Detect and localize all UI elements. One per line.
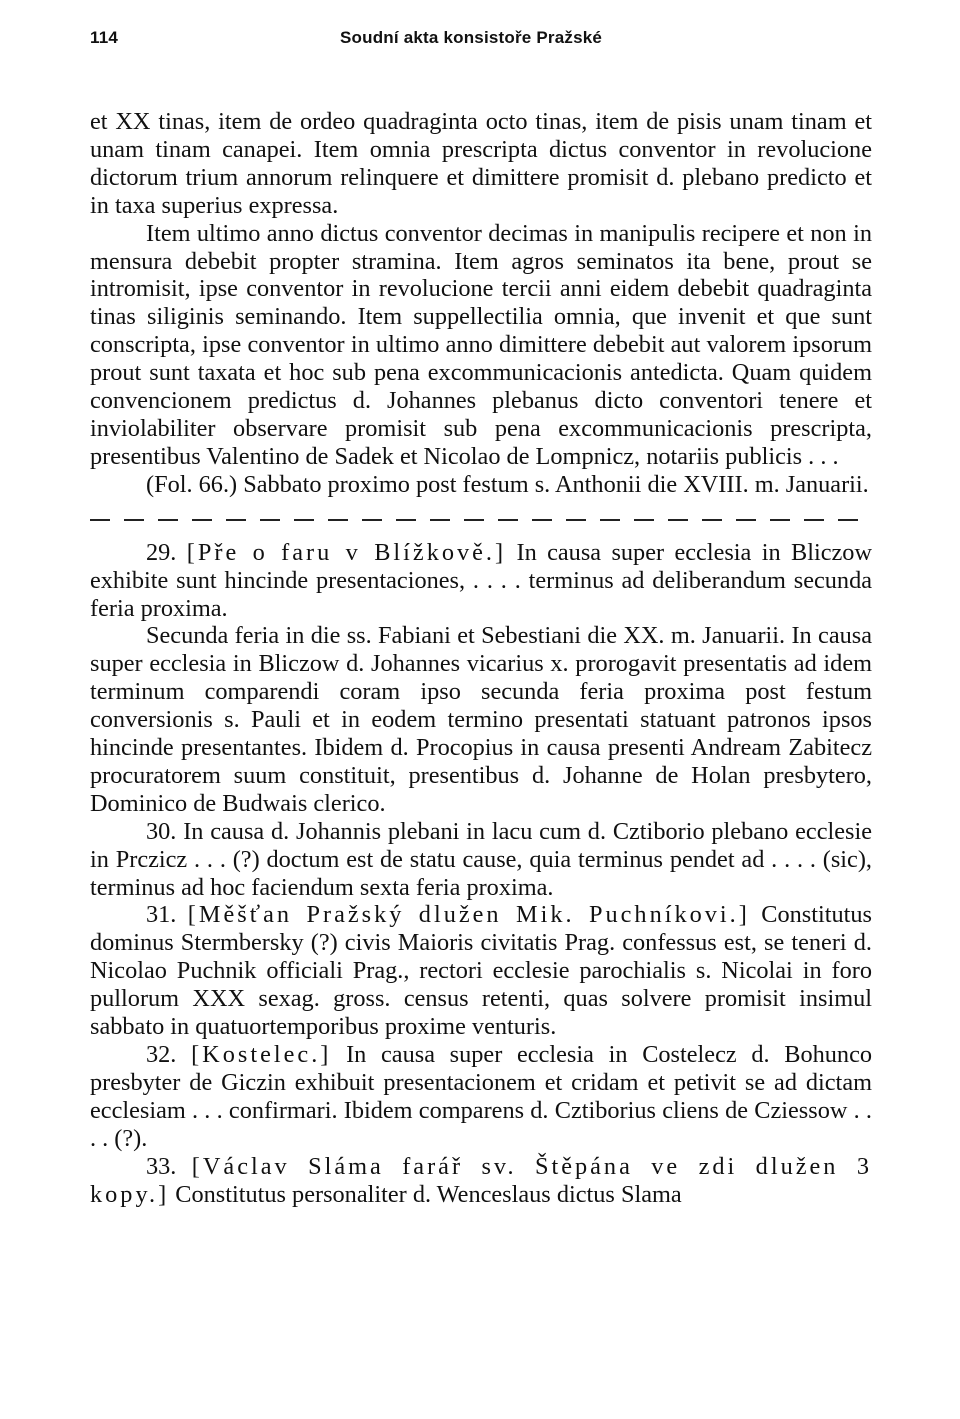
entry-32 xyxy=(90,1041,872,1153)
entry-30 xyxy=(90,818,872,902)
entry-heading: [Měšťan Pražský dlužen Mik. Puchníkovi.] xyxy=(187,901,750,929)
entry-text: Constitutus personaliter d. Wenceslaus dictus Slama xyxy=(175,1180,682,1208)
entry-number: 33. xyxy=(146,1152,177,1180)
paragraph-date: (Fol. 66.) Sabbato proximo post festum s. Anthonii die XVIII. m. Januarii. xyxy=(146,470,869,498)
entry-29 xyxy=(90,539,872,623)
running-title: Soudní akta konsistoře Pražské xyxy=(340,28,603,47)
page-number: 114 xyxy=(90,28,119,47)
entry-heading: [Václav Sláma farář sv. Štěpána ve zdi dlužen 3 kopy.] xyxy=(90,1152,872,1208)
paragraph-conditions: Item ultimo anno dictus conventor decimas in manipulis recipere et non in mensura debebit propter stramina. Item agros seminatos ita bene, prout se intromisit, ipse conventor in revolucione tercii anni eidem debebit quadraginta tinas siliginis seminando. Item suppellectilia omnia, que invenit et que sunt conscripta, ipse conventor in ultimo anno dimittere debebit aut valorem ipsorum prout sunt taxata et hoc sub pena excommunicacionis antedicta. Quam quidem convencionem predictus d. Johannes plebanus dicto conventori tenere et inviolabiliter observare promisit sub pena excommunicacionis prescripta, presentibus Valentino de Sadek et Nicolao de Lompnicz, notariis publicis . . . xyxy=(90,219,872,470)
entry-33 xyxy=(90,1153,872,1209)
entry-number: 29. xyxy=(146,538,177,566)
entry-number: 30. xyxy=(146,817,177,845)
entry-number: 31. xyxy=(146,901,177,929)
body-text xyxy=(90,108,872,1208)
entry-heading: [Pře o faru v Blížkově.] xyxy=(186,538,507,566)
entry-29-continuation: Secunda feria in die ss. Fabiani et Sebestiani die XX. m. Januarii. In causa super ecclesia in Bliczow d. Johannes vicarius x. prorogavit presentatis ad idem terminum comparendi coram ipso secunda feria proxima post festum conversionis s. Pauli et in eodem termino presentati statuant patronos ipsos hincinde presentantes. Ibidem d. Procopius in causa presenti Andream Zabitecz procuratorem suum constituit, presentibus d. Johanne de Holan presbytero, Dominico de Budwais clerico. xyxy=(90,622,872,817)
entry-31 xyxy=(90,901,872,1041)
dashed-separator xyxy=(90,519,872,521)
entry-heading: [Kostelec.] xyxy=(191,1041,332,1068)
entry-text: In causa super ecclesia in Bliczow exhibite sunt hincinde presentaciones, . . . . terminus ad deliberandum secunda feria proxima. xyxy=(90,538,872,622)
entry-number: 32. xyxy=(146,1041,177,1068)
entry-text: Constitutus dominus Stermbersky (?) civis Maioris civitatis Prag. confessus est, se teneri d. Nicolao Puchnik officiali Prag., rectori ecclesie parochialis s. Nicolai in foro pullorum XXX sexag. gross. census retenti, quas solvere promisit insimul sabbato in quatuortemporibus proxime venturis. xyxy=(90,901,872,1041)
paragraph-continuation: et XX tinas, item de ordeo quadraginta octo tinas, item de pisis unam tinam et unam tinam canapei. Item omnia prescripta dictus conventor in revolucione dictorum trium annorum relinquere et dimittere promisit d. plebano predicto et in taxa superius expressa. xyxy=(90,108,872,219)
page-header xyxy=(90,28,872,68)
entry-text: In causa d. Johannis plebani in lacu cum d. Cztiborio plebano ecclesie in Prczicz . . . (?) doctum est de statu cause, quia terminus pendet ad . . . . (sic), terminus ad hoc faciendum sexta feria proxima. xyxy=(90,817,872,901)
entry-text: In causa super ecclesia in Costelecz d. Bohunco presbyter de Giczin exhibuit presentacionem et cridam et petivit se ad dictam ecclesiam . . . confirmari. Ibidem comparens d. Cztiborius cliens de Cziessow . . . . (?). xyxy=(90,1041,873,1152)
